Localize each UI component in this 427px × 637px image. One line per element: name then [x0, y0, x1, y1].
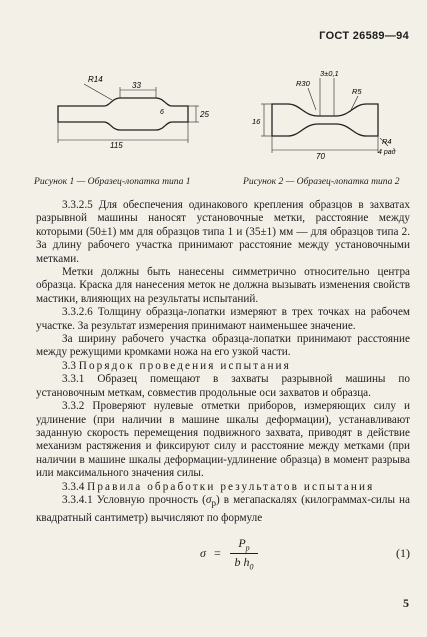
standard-header: ГОСТ 26589—94 — [319, 30, 409, 42]
paragraph-marks: Метки должны быть нанесены симметрично относительно центра образца. Краска для нанесения меток не должна вызывать изменения свойств мастики, влияющих на результаты испытаний. — [36, 266, 410, 305]
formula-numerator — [230, 536, 258, 554]
sigma-subscript: р — [211, 499, 217, 510]
p341-start: 3.3.4.1 Условную прочность ( — [62, 493, 206, 506]
p341-end: ) в мегапаскалях (килограммах-силы на квадратный сантиметр) вычисляют по формуле — [36, 493, 410, 524]
formula-fraction — [230, 536, 258, 572]
figure-1-caption: Рисунок 1 — Образец-лопатка типа 1 — [34, 176, 191, 187]
neck-length-label: 33 — [132, 81, 141, 90]
formula-lhs: σ — [200, 546, 206, 560]
overall-70-label: 70 — [316, 152, 325, 161]
radius-note-label: 4 рад — [378, 149, 396, 156]
r4-label: R4 — [382, 137, 392, 146]
r14-label: R14 — [88, 75, 103, 84]
sigma-symbol: σ — [205, 493, 212, 506]
page-number: 5 — [403, 596, 409, 610]
height-16-label: 16 — [252, 117, 261, 126]
formula-equals: = — [214, 546, 221, 560]
inner-width-label: 6 — [160, 109, 164, 116]
numerator-subscript: p — [245, 543, 250, 553]
paragraph-3-3-2-6: 3.3.2.6 Толщину образца-лопатки измеряют в трех точках на рабочем участке. За результат измерения принимают наименьшее значение. — [36, 306, 410, 332]
section-3-3-4-number: 3.3.4 — [62, 480, 85, 493]
paragraph-3-3-2: 3.3.2 Проверяют нулевые отметки приборов, измеряющих силу и удлинение (при наличии в машине шкалы деформации), устанавливают заданную скорость перемещения подвижного захвата, приводят в действие механизм растяжения и фиксируют силу и расстояние между метками (при наличии в машине шкалы деформации-удлинение образца) в момент разрыва или максимального значения силы. — [36, 400, 410, 480]
paragraph-width: За ширину рабочего участка образца-лопатки принимают расстояние между режущими кромками ножа на его узкой части. — [36, 333, 410, 359]
section-3-3-4-heading — [36, 481, 410, 494]
formula-number: (1) — [396, 546, 410, 560]
formula-1 — [200, 536, 410, 572]
numerator-symbol: P — [238, 536, 246, 550]
denominator-subscript: 0 — [249, 562, 254, 572]
section-3-3-4-title: Правила обработки результатов испытания — [87, 480, 375, 493]
thickness-label: 3±0,1 — [320, 69, 339, 78]
denominator-symbol: b h — [234, 555, 250, 570]
paragraph-3-3-4-1 — [36, 494, 410, 525]
paragraph-3-3-2-5: 3.3.2.5 Для обеспечения одинакового крепления образцов в захватах разрывной машины наносят установочные метки, расстояние между которыми (50±1) мм для образцов типа 1 и (35±1) мм — для образцов типа 2. За длину рабочего участка принимают расстояние между установочными метками. — [36, 199, 410, 265]
r5-label: R5 — [352, 87, 362, 96]
height-label: 25 — [200, 110, 209, 119]
r30-label: R30 — [296, 79, 310, 88]
section-3-3-title: Порядок проведения испытания — [78, 359, 291, 372]
section-3-3-heading — [36, 360, 410, 373]
figure-2-dumbbell-type-2 — [238, 66, 413, 176]
formula-denominator — [230, 554, 258, 571]
section-3-3-number: 3.3 — [62, 359, 76, 372]
overall-length-label: 115 — [110, 141, 123, 150]
figure-1-dumbbell-type-1 — [38, 70, 238, 170]
paragraph-3-3-1: 3.3.1 Образец помещают в захваты разрывной машины по установочным меткам, совместив продольные оси захватов и образца. — [36, 373, 410, 399]
figure-2-caption: Рисунок 2 — Образец-лопатка типа 2 — [243, 176, 400, 187]
document-body — [36, 199, 410, 525]
